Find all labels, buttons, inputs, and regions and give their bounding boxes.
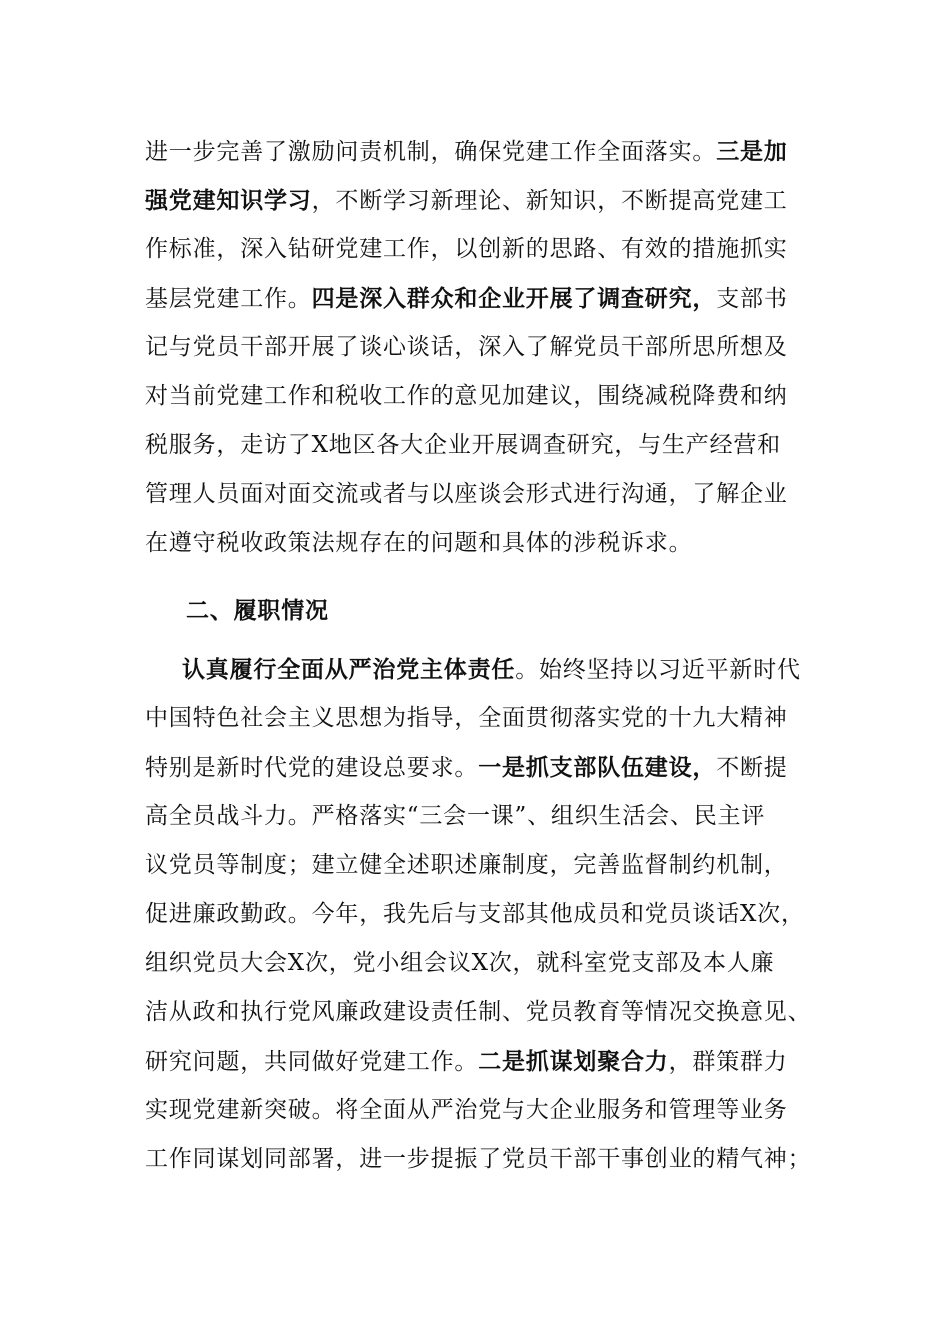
- text-run: 不断提: [716, 755, 788, 781]
- bold-text-run: 二是抓谋划聚合力: [478, 1048, 669, 1075]
- text-line: 对当前党建工作和税收工作的意见加建议，围绕减税降费和纳: [145, 383, 788, 409]
- text-line: 实现党建新突破。将全面从严治党与大企业服务和管理等业务: [145, 1097, 788, 1123]
- text-run: ，不断学习新理论、新知识，不断提高党建工: [311, 188, 788, 214]
- text-run: 支部书: [716, 286, 788, 312]
- text-line: [145, 645, 835, 694]
- bold-text-run: 四是深入群众和企业开展了调查研究，: [311, 285, 717, 312]
- paragraph-2: [145, 645, 835, 1184]
- text-line: 记与党员干部开展了谈心谈话，深入了解党员干部所思所想及: [145, 334, 788, 360]
- text-line: 组织党员大会X次，党小组会议X次，就科室党支部及本人廉: [145, 950, 775, 976]
- bold-text-run: 三是加: [716, 138, 788, 165]
- text-line: [145, 743, 835, 792]
- text-line: 在遵守税收政策法规存在的问题和具体的涉税诉求。: [145, 530, 693, 556]
- text-run: ，群策群力: [668, 1049, 788, 1075]
- text-run: 基层党建工作。: [145, 286, 312, 312]
- bold-text-run: 一是抓支部队伍建设，: [478, 754, 717, 781]
- text-line: 议党员等制度；建立健全述职述廉制度，完善监督制约机制，: [145, 852, 788, 878]
- text-line: 促进廉政勤政。今年，我先后与支部其他成员和党员谈话X次，: [145, 901, 805, 927]
- text-line: 中国特色社会主义思想为指导，全面贯彻落实党的十九大精神: [145, 705, 788, 731]
- text-line: [145, 1037, 835, 1086]
- text-line: 工作同谋划同部署，进一步提振了党员干部干事创业的精气神；: [145, 1146, 812, 1172]
- text-line: 管理人员面对面交流或者与以座谈会形式进行沟通，了解企业: [145, 481, 788, 507]
- text-line: 税服务，走访了X地区各大企业开展调查研究，与生产经营和: [145, 432, 781, 458]
- text-line: 高全员战斗力。严格落实“三会一课”、组织生活会、民主评: [145, 803, 766, 829]
- bold-text-run: 强党建知识学习: [145, 187, 312, 214]
- text-run: 进一步完善了激励问责机制，确保党建工作全面落实。: [145, 139, 717, 165]
- text-line: [145, 127, 835, 176]
- paragraph-1: [145, 127, 835, 568]
- text-line: [145, 176, 835, 225]
- text-line: [145, 274, 835, 323]
- text-line: 作标准，深入钻研党建工作，以创新的思路、有效的措施抓实: [145, 236, 788, 262]
- text-run: 。始终坚持以习近平新时代: [515, 657, 801, 683]
- section-heading: 二、履职情况: [186, 597, 329, 624]
- bold-text-run: 认真履行全面从严治党主体责任: [182, 656, 516, 683]
- text-run: 研究问题，共同做好党建工作。: [145, 1049, 479, 1075]
- text-run: 特别是新时代党的建设总要求。: [145, 755, 479, 781]
- text-line: 洁从政和执行党风廉政建设责任制、党员教育等情况交换意见、: [145, 999, 812, 1025]
